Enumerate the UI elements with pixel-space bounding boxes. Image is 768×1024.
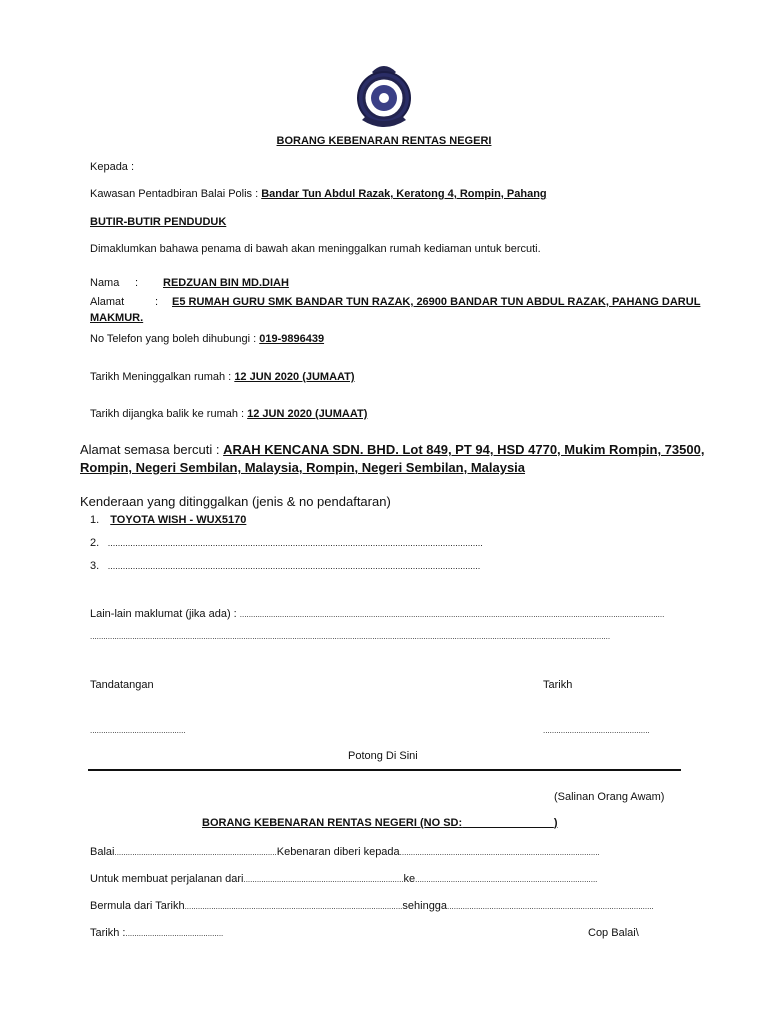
- kenderaan-num: 2.: [90, 537, 100, 549]
- date-line: ................................................: [543, 726, 650, 735]
- potong-label: Potong Di Sini: [348, 750, 418, 762]
- kawasan-value: Bandar Tun Abdul Razak, Keratong 4, Rompin, Pahang: [261, 188, 547, 200]
- kenderaan-item-2: [90, 537, 483, 549]
- nama-label: Nama: [90, 277, 120, 289]
- cop-balai-label: Cop Balai\: [588, 927, 639, 939]
- sehingga-dots: .............................................................................................: [447, 902, 654, 911]
- section-heading: BUTIR-BUTIR PENDUDUK: [90, 216, 227, 228]
- tarikh-balik-value: 12 JUN 2020 (JUMAAT): [247, 408, 368, 420]
- bermula-dots: ..................................................................................................: [184, 902, 403, 911]
- intro-text: Dimaklumkan bahawa penama di bawah akan meninggalkan rumah kediaman untuk bercuti.: [90, 243, 541, 255]
- copy-tarikh-dots: ............................................: [125, 929, 224, 938]
- untuk-row: [90, 873, 597, 885]
- lain-dots-line2: ..........................................................................................................................................................................................................................................: [90, 632, 611, 641]
- tandatangan-label: Tandatangan: [90, 679, 154, 691]
- kenderaan-value: ......................................................................................................................................................: [107, 538, 483, 548]
- alamat-value-line2: MAKMUR.: [90, 312, 144, 324]
- kenderaan-item-1: [90, 514, 246, 526]
- tarikh-tinggal-label: Tarikh Meninggalkan rumah :: [90, 371, 232, 383]
- kenderaan-label: Kenderaan yang ditinggalkan (jenis & no pendaftaran): [80, 494, 391, 509]
- balai-label: Balai: [90, 846, 115, 858]
- alamat-label: Alamat: [90, 296, 125, 308]
- cut-divider: [88, 769, 681, 771]
- bermula-row: [90, 900, 654, 912]
- lain-dots: ...............................................................................................................................................................................................: [239, 610, 665, 619]
- kenderaan-value: TOYOTA WISH - WUX5170: [110, 514, 247, 526]
- tarikh-tinggal-value: 12 JUN 2020 (JUMAAT): [234, 371, 355, 383]
- tarikh-balik-label: Tarikh dijangka balik ke rumah :: [90, 408, 245, 420]
- kebenaran-dots: ..........................................................................................: [399, 848, 600, 857]
- lain-row: [90, 608, 664, 620]
- untuk-dots: ........................................................................: [243, 875, 404, 884]
- alamat-colon: :: [155, 296, 159, 308]
- alamat-cuti-value-line1: ARAH KENCANA SDN. BHD. Lot 849, PT 94, HSD 4770, Mukim Rompin, 73500,: [223, 442, 705, 457]
- kebenaran-label: Kebenaran diberi kepada: [276, 846, 400, 858]
- alamat-cuti-row: [80, 442, 704, 457]
- kepada-label: Kepada :: [90, 161, 135, 173]
- kawasan-label: Kawasan Pentadbiran Balai Polis :: [90, 188, 259, 200]
- nama-value: REDZUAN BIN MD.DIAH: [163, 277, 289, 289]
- salinan-label: (Salinan Orang Awam): [554, 791, 665, 803]
- copy-title-gap: [462, 817, 554, 829]
- ke-label: ke: [403, 873, 416, 885]
- untuk-label: Untuk membuat perjalanan dari: [90, 873, 244, 885]
- form-title: BORANG KEBENARAN RENTAS NEGERI: [276, 135, 492, 147]
- tarikh-label: Tarikh: [543, 679, 573, 691]
- copy-title-text: BORANG KEBENARAN RENTAS NEGERI (NO SD:: [202, 817, 463, 829]
- tarikh-tinggal-row: [90, 371, 355, 383]
- signature-line: ...........................................: [90, 726, 186, 735]
- telefon-value: 019-9896439: [259, 333, 325, 345]
- balai-dots: .........................................................................: [114, 848, 277, 857]
- bermula-label: Bermula dari Tarikh: [90, 900, 185, 912]
- nama-colon: :: [135, 277, 139, 289]
- balai-row: [90, 846, 600, 858]
- kenderaan-value: .....................................................................................................................................................: [107, 561, 481, 571]
- alamat-cuti-value-line2: Rompin, Negeri Sembilan, Malaysia, Rompin, Negeri Sembilan, Malaysia: [80, 460, 526, 475]
- kenderaan-num: 3.: [90, 560, 100, 572]
- copy-tarikh-row: [90, 927, 223, 939]
- tarikh-balik-row: [90, 408, 367, 420]
- ke-dots: ..................................................................................: [415, 875, 598, 884]
- copy-title-close: ): [553, 817, 558, 829]
- kawasan-row: [90, 188, 547, 200]
- alamat-cuti-label: Alamat semasa bercuti :: [80, 442, 220, 457]
- police-crest-logo: [352, 58, 416, 132]
- kenderaan-num: 1.: [90, 514, 100, 526]
- copy-title: [202, 817, 558, 829]
- lain-label: Lain-lain maklumat (jika ada) :: [90, 608, 237, 620]
- sehingga-label: sehingga: [402, 900, 448, 912]
- copy-tarikh-label: Tarikh :: [90, 927, 126, 939]
- kenderaan-item-3: [90, 560, 480, 572]
- telefon-row: [90, 333, 324, 345]
- alamat-value-line1: E5 RUMAH GURU SMK BANDAR TUN RAZAK, 26900 BANDAR TUN ABDUL RAZAK, PAHANG DARUL: [172, 296, 701, 308]
- telefon-label: No Telefon yang boleh dihubungi :: [90, 333, 257, 345]
